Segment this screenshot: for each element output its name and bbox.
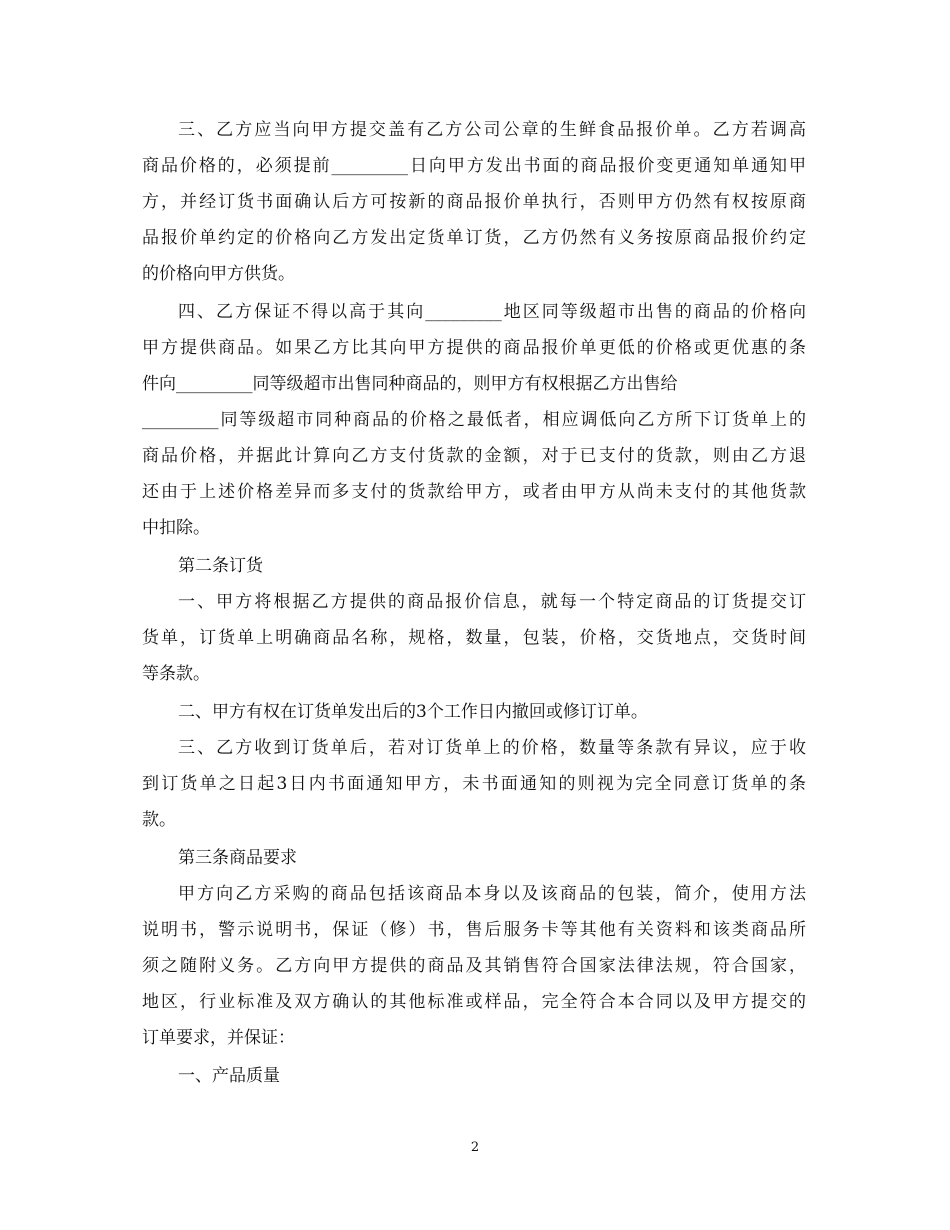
clause-3-paragraph	[142, 112, 806, 292]
text-line: 还由于上述价格差异而多支付的货款给甲方，或者由甲方从尚未支付的其他货款	[142, 482, 806, 502]
article-3-subheading	[142, 1058, 806, 1094]
page-number: 2	[470, 1140, 480, 1155]
text-line: 品报价单约定的价格向乙方发出定货单订货，乙方仍然有义务按原商品报价约定	[142, 228, 806, 248]
text-line: 二、甲方有权在订货单发出后的3个工作日内撤回或修订订单。	[178, 702, 648, 722]
text-line: 四、乙方保证不得以高于其向_________地区同等级超市出售的商品的价格向	[178, 302, 806, 322]
article-2-clause-2	[142, 694, 806, 730]
text-line: 地区，行业标准及双方确认的其他标准或样品，完全符合本合同以及甲方提交的	[142, 992, 806, 1012]
text-line: 件向_________同等级超市出售同种商品的，则甲方有权根据乙方出售给	[142, 374, 678, 394]
text-line: 款。	[142, 810, 176, 830]
text-line: 说明书，警示说明书，保证（修）书，售后服务卡等其他有关资料和该类商品所	[142, 920, 806, 940]
section-heading: 第三条商品要求	[178, 848, 297, 868]
text-line: 三、乙方应当向甲方提交盖有乙方公司公章的生鲜食品报价单。乙方若调高	[178, 120, 806, 140]
clause-4-paragraph	[142, 294, 806, 546]
article-3-heading	[142, 840, 806, 876]
text-line: 商品价格，并据此计算向乙方支付货款的金额，对于已支付的货款，则由乙方退	[142, 446, 806, 466]
text-line: 甲方提供商品。如果乙方比其向甲方提供的商品报价单更低的价格或更优惠的条	[142, 338, 806, 358]
text-line: 方，并经订货书面确认后方可按新的商品报价单执行，否则甲方仍然有权按原商	[142, 192, 806, 212]
article-2-clause-1	[142, 584, 806, 692]
text-line: 商品价格的，必须提前_________日向甲方发出书面的商品报价变更通知单通知甲	[142, 156, 806, 176]
article-2-heading	[142, 548, 806, 584]
section-subheading: 一、产品质量	[178, 1066, 280, 1086]
section-heading: 第二条订货	[178, 556, 263, 576]
text-line: 三、乙方收到订货单后，若对订货单上的价格，数量等条款有异议，应于收	[178, 738, 806, 758]
text-line: 货单，订货单上明确商品名称，规格，数量，包装，价格，交货地点，交货时间	[142, 628, 806, 648]
article-3-paragraph	[142, 876, 806, 1056]
text-line: 的价格向甲方供货。	[142, 264, 295, 284]
text-line: 订单要求，并保证：	[142, 1028, 295, 1048]
text-line: _________同等级超市同种商品的价格之最低者，相应调低向乙方所下订货单上的	[142, 410, 806, 430]
text-line: 中扣除。	[142, 518, 210, 538]
text-line: 甲方向乙方采购的商品包括该商品本身以及该商品的包装，简介，使用方法	[178, 884, 806, 904]
text-line: 一、甲方将根据乙方提供的商品报价信息，就每一个特定商品的订货提交订	[178, 592, 806, 612]
article-2-clause-3	[142, 730, 806, 838]
text-line: 须之随附义务。乙方向甲方提供的商品及其销售符合国家法律法规，符合国家，	[142, 956, 806, 976]
text-line: 到订货单之日起3日内书面通知甲方，未书面通知的则视为完全同意订货单的条	[142, 774, 806, 794]
text-line: 等条款。	[142, 664, 210, 684]
